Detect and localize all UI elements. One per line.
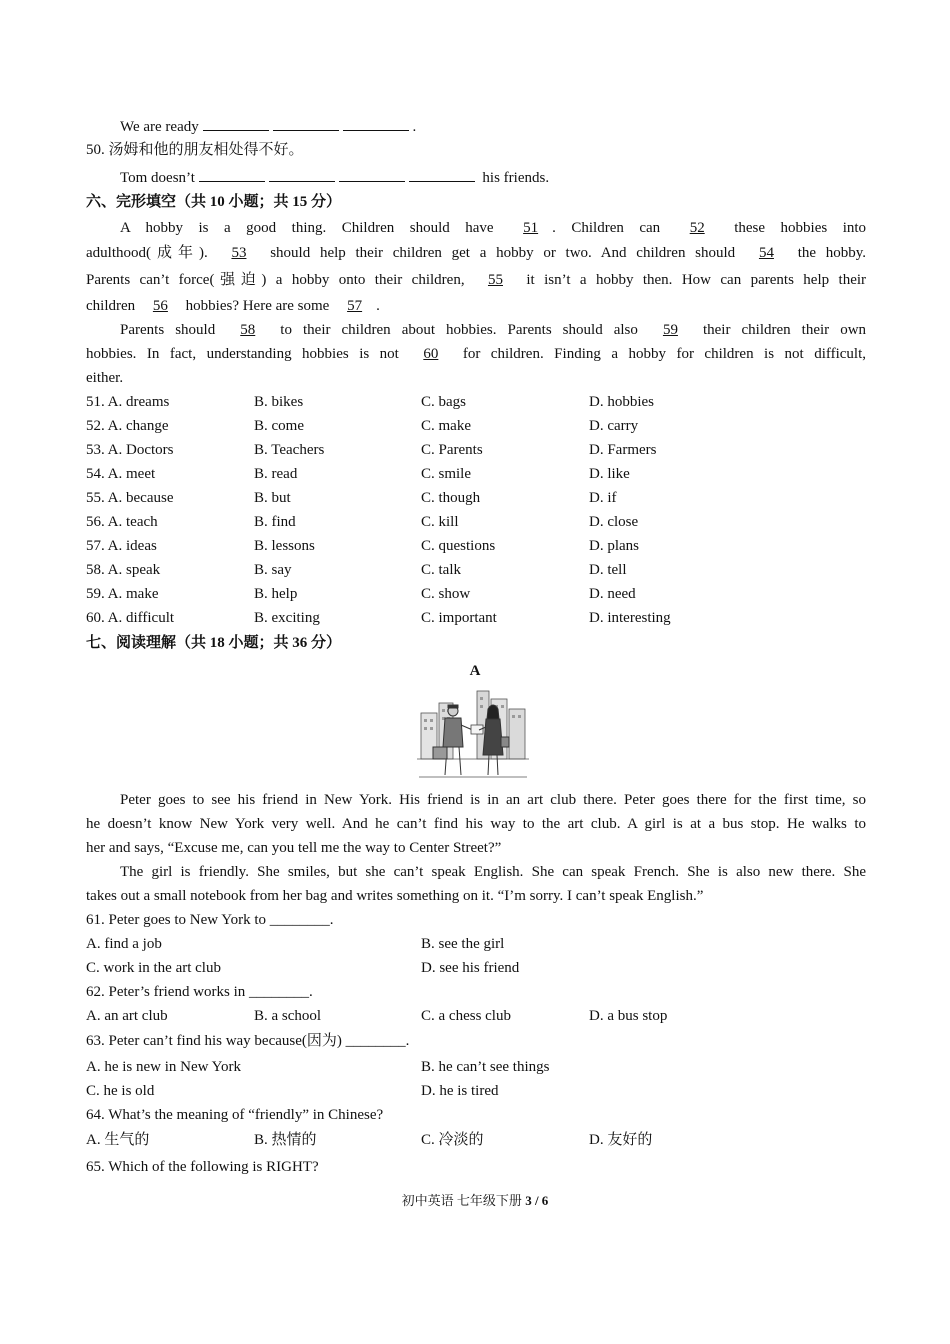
cloze-line-5: Parents should 58 to their children about hobbies. Parents should also 59 their children their own [120, 322, 867, 338]
cloze-line-7: either. [86, 370, 124, 386]
blank-57: 57 [347, 298, 363, 314]
option-d: D. tell [589, 562, 627, 578]
option-a: A. an art club [86, 1008, 168, 1024]
blank-52: 52 [689, 220, 705, 236]
option-b: B. a school [254, 1008, 322, 1024]
option-d: D. close [589, 514, 639, 530]
answer-blank [343, 115, 409, 131]
answer-blank [203, 115, 269, 131]
option-b: B. come [254, 418, 304, 434]
option-c: C. work in the art club [86, 960, 221, 976]
cloze-line-2: adulthood(成年). 53 should help their children get a hobby or two. And children should 54 the hobby. [86, 245, 867, 261]
question-65: 65. Which of the following is RIGHT? [86, 1159, 319, 1175]
page-number: 3 / 6 [525, 1193, 549, 1208]
option-d: D. a bus stop [589, 1008, 668, 1024]
option-c: C. Parents [421, 442, 483, 458]
option-b: B. bikes [254, 394, 304, 410]
option-c: C. kill [421, 514, 459, 530]
option-d: D. carry [589, 418, 639, 434]
question-64: 64. What’s the meaning of “friendly” in Chinese? [86, 1107, 384, 1123]
option-a: 55. A. because [86, 490, 174, 506]
option-d: D. see his friend [421, 960, 520, 976]
page-footer [0, 1191, 950, 1211]
q49-continuation: We are ready . [120, 115, 866, 137]
blank-56: 56 [152, 298, 168, 314]
answer-blank [199, 166, 265, 182]
cloze-line-4: children 56 hobbies? Here are some 57 . [86, 298, 380, 314]
option-a: 54. A. meet [86, 466, 156, 482]
option-d: D. need [589, 586, 636, 602]
option-b: B. find [254, 514, 296, 530]
passage-line: her and says, “Excuse me, can you tell me the way to Center Street?” [86, 840, 502, 856]
passage-title: A [469, 663, 481, 679]
question-62: 62. Peter’s friend works in ________. [86, 984, 313, 1000]
option-b: B. Teachers [254, 442, 325, 458]
option-d: D. like [589, 466, 630, 482]
q50-prompt: 50. 汤姆和他的朋友相处得不好。 [86, 142, 304, 158]
blank-51: 51 [523, 220, 539, 236]
option-b: B. read [254, 466, 298, 482]
option-b: B. say [254, 562, 292, 578]
option-b: B. see the girl [421, 936, 505, 952]
answer-blank [339, 166, 405, 182]
answer-blank [269, 166, 335, 182]
option-a: 60. A. difficult [86, 610, 175, 626]
option-c: C. talk [421, 562, 461, 578]
passage-line: takes out a small notebook from her bag and writes something on it. “I’m sorry. I can’t speak English.” [86, 888, 704, 904]
section7-heading: 七、阅读理解（共 18 小题；共 36 分） [86, 635, 342, 651]
blank-58: 58 [240, 322, 256, 338]
option-c: C. show [421, 586, 471, 602]
city-meeting-illustration [417, 685, 529, 783]
option-b: B. help [254, 586, 298, 602]
answer-blank [273, 115, 339, 131]
blank-60: 60 [423, 346, 439, 362]
option-b: B. 热情的 [254, 1132, 317, 1148]
passage-line: The girl is friendly. She smiles, but she can’t speak English. She can speak French. She is also new there. She [120, 864, 866, 880]
option-d: D. he is tired [421, 1083, 499, 1099]
option-c: C. though [421, 490, 481, 506]
option-c: C. he is old [86, 1083, 155, 1099]
cloze-line-1: A hobby is a good thing. Children should have 51 . Children can 52 these hobbies into [120, 220, 867, 236]
option-a: A. find a job [86, 936, 162, 952]
option-c: C. important [421, 610, 497, 626]
option-a: 56. A. teach [86, 514, 158, 530]
blank-54: 54 [758, 245, 774, 261]
option-c: C. smile [421, 466, 472, 482]
blank-53: 53 [231, 245, 247, 261]
option-b: B. but [254, 490, 291, 506]
cloze-line-6: hobbies. In fact, understanding hobbies is not 60 for children. Finding a hobby for children is not difficult, [86, 346, 866, 362]
option-c: C. a chess club [421, 1008, 511, 1024]
option-d: D. interesting [589, 610, 671, 626]
option-a: 53. A. Doctors [86, 442, 174, 458]
option-d: D. if [589, 490, 617, 506]
question-61: 61. Peter goes to New York to ________. [86, 912, 334, 928]
option-a: 51. A. dreams [86, 394, 170, 410]
cloze-line-3: Parents can’t force(强迫) a hobby onto their children, 55 it isn’t a hobby then. How can parents help their [86, 272, 867, 288]
footer-text: 初中英语 七年级下册 [401, 1193, 526, 1208]
option-d: D. hobbies [589, 394, 654, 410]
option-a: 57. A. ideas [86, 538, 157, 554]
option-c: C. bags [421, 394, 466, 410]
option-c: C. make [421, 418, 471, 434]
option-d: D. 友好的 [589, 1132, 653, 1148]
option-a: 59. A. make [86, 586, 159, 602]
answer-blank [409, 166, 475, 182]
section6-heading: 六、完形填空（共 10 小题；共 15 分） [86, 194, 342, 210]
blank-59: 59 [662, 322, 678, 338]
passage-line: he doesn’t know New York very well. And he can’t find his way to the art club. A girl is at a bus stop. He walks to [86, 816, 866, 832]
q50-sentence: Tom doesn’t his friends. [120, 166, 866, 188]
blank-55: 55 [487, 272, 503, 288]
passage-line: Peter goes to see his friend in New York. His friend is in an art club there. Peter goes there for the first time, so [120, 792, 866, 808]
option-b: B. lessons [254, 538, 315, 554]
option-a: 52. A. change [86, 418, 169, 434]
option-c: C. 冷淡的 [421, 1132, 484, 1148]
option-d: D. Farmers [589, 442, 657, 458]
option-a: A. he is new in New York [86, 1059, 241, 1075]
option-b: B. he can’t see things [421, 1059, 550, 1075]
option-b: B. exciting [254, 610, 320, 626]
question-63: 63. Peter can’t find his way because(因为) ________. [86, 1033, 410, 1049]
option-c: C. questions [421, 538, 496, 554]
option-d: D. plans [589, 538, 639, 554]
option-a: A. 生气的 [86, 1132, 150, 1148]
option-a: 58. A. speak [86, 562, 161, 578]
